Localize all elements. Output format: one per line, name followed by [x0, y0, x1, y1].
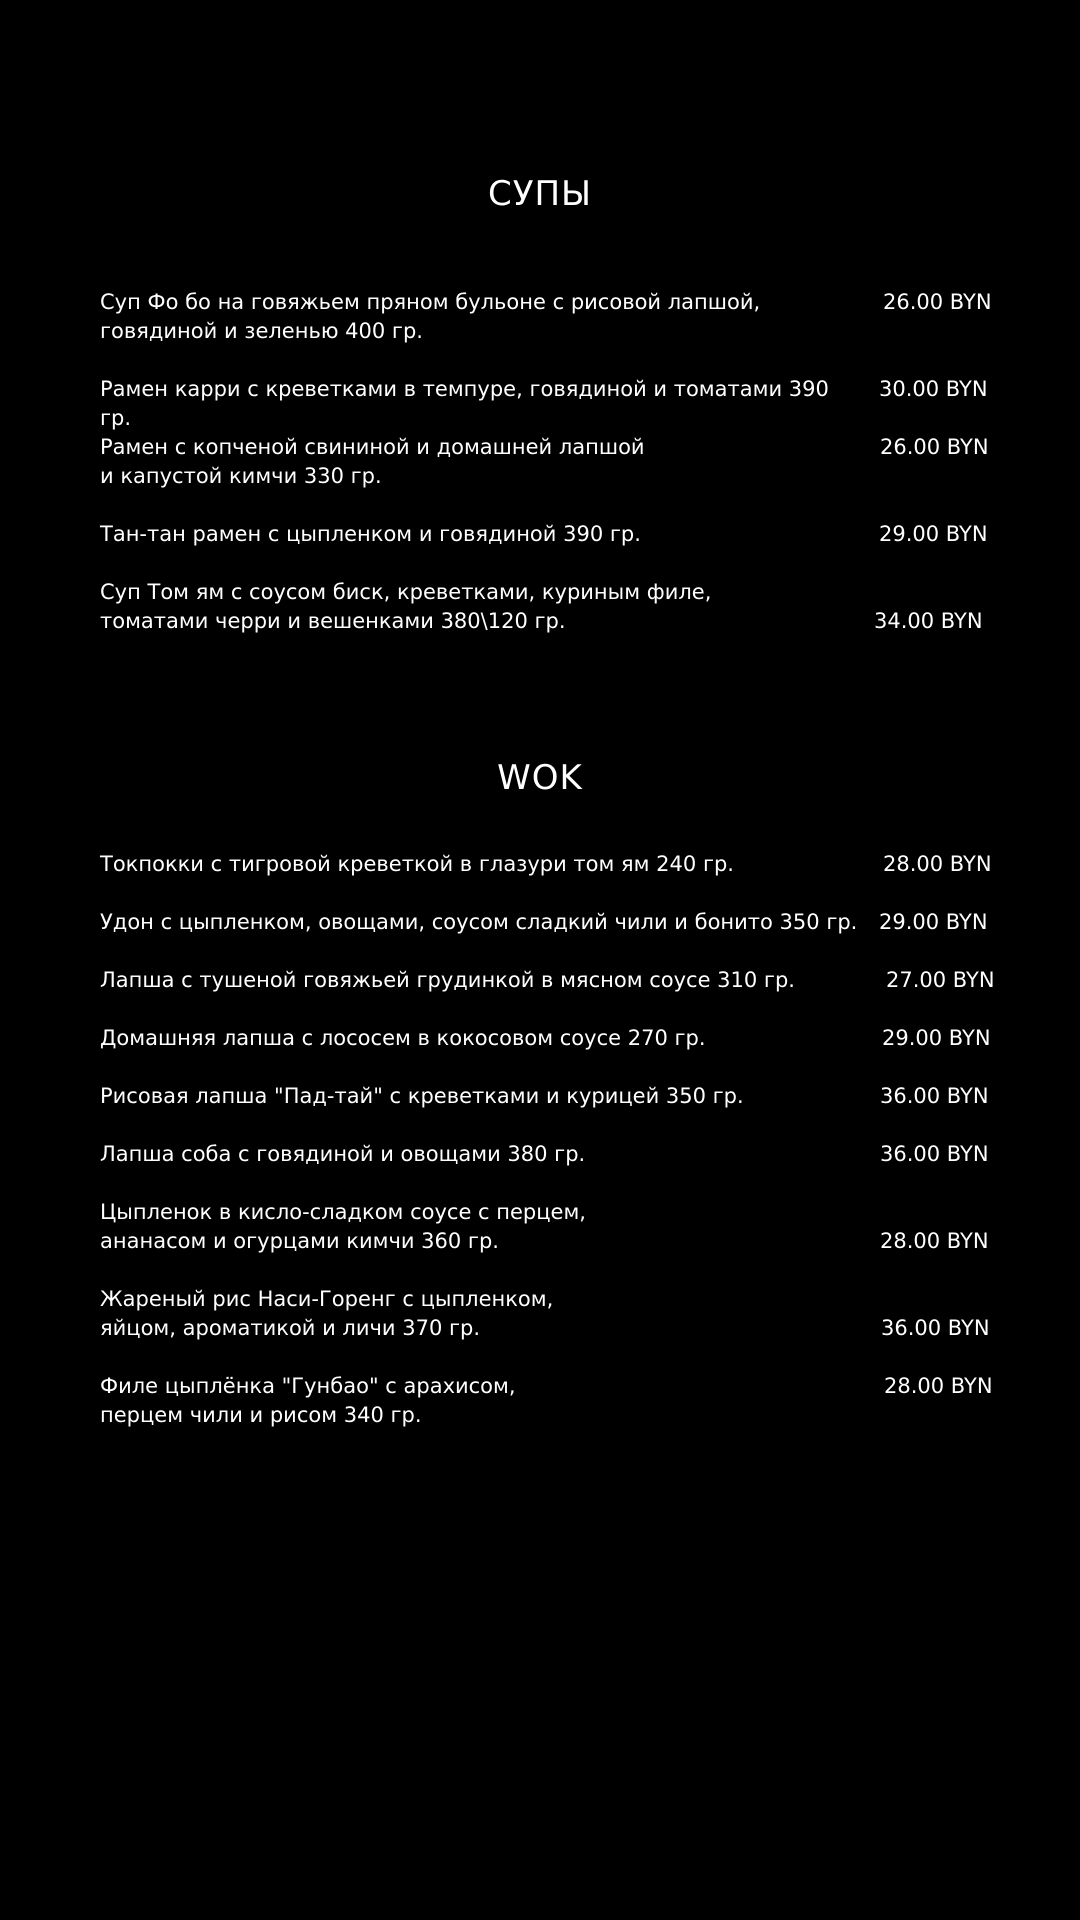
menu-item-name: Жареный рис Наси-Горенг с цыпленком, яйцом, ароматикой и личи 370 гр.: [100, 1287, 554, 1340]
menu-item-price: 36.00 BYN: [881, 1316, 990, 1340]
section-title-wok: WOK: [497, 758, 583, 798]
menu-item-name: Рисовая лапша "Пад-тай" с креветками и курицей 350 гр.: [100, 1084, 744, 1108]
menu-item-price: 29.00 BYN: [879, 522, 988, 546]
menu-item-price: 29.00 BYN: [882, 1026, 991, 1050]
menu-item-name: Удон с цыпленком, овощами, соусом сладкий чили и бонито 350 гр.: [100, 910, 858, 934]
menu-item-price: 27.00 BYN: [886, 968, 995, 992]
menu-item-name: Рамен карри с креветками в темпуре, говядиной и томатами 390 гр.: [100, 377, 829, 430]
menu-item-name: Цыпленок в кисло-сладком соусе с перцем, ананасом и огурцами кимчи 360 гр.: [100, 1200, 586, 1253]
menu-item-price: 30.00 BYN: [879, 377, 988, 401]
menu-item-name: Рамен с копченой свининой и домашней лапшой и капустой кимчи 330 гр.: [100, 435, 645, 488]
menu-item-price: 28.00 BYN: [884, 1374, 993, 1398]
menu-item-price: 29.00 BYN: [879, 910, 988, 934]
section-title-soups: СУПЫ: [487, 174, 593, 214]
menu-item-name: Токпокки с тигровой креветкой в глазури том ям 240 гр.: [100, 852, 734, 876]
menu-item-name: Домашняя лапша с лососем в кокосовом соусе 270 гр.: [100, 1026, 706, 1050]
menu-item-price: 26.00 BYN: [883, 290, 992, 314]
menu-item-price: 36.00 BYN: [880, 1142, 989, 1166]
menu-item-price: 28.00 BYN: [880, 1229, 989, 1253]
menu-item-name: Тан-тан рамен с цыпленком и говядиной 390 гр.: [100, 522, 641, 546]
menu-item-price: 26.00 BYN: [880, 435, 989, 459]
menu-item-name: Суп Том ям с соусом биск, креветками, куриным филе, томатами черри и вешенками 380\120 гр.: [100, 580, 712, 633]
menu-item-name: Лапша соба с говядиной и овощами 380 гр.: [100, 1142, 586, 1166]
menu-item-name: Лапша с тушеной говяжьей грудинкой в мясном соусе 310 гр.: [100, 968, 795, 992]
menu-item-price: 36.00 BYN: [880, 1084, 989, 1108]
menu-item-price: 34.00 BYN: [874, 609, 983, 633]
menu-item-price: 28.00 BYN: [883, 852, 992, 876]
menu-item-name: Филе цыплёнка "Гунбао" с арахисом, перцем чили и рисом 340 гр.: [100, 1374, 516, 1427]
menu-item-name: Суп Фо бо на говяжьем пряном бульоне с рисовой лапшой, говядиной и зеленью 400 гр.: [100, 290, 761, 343]
